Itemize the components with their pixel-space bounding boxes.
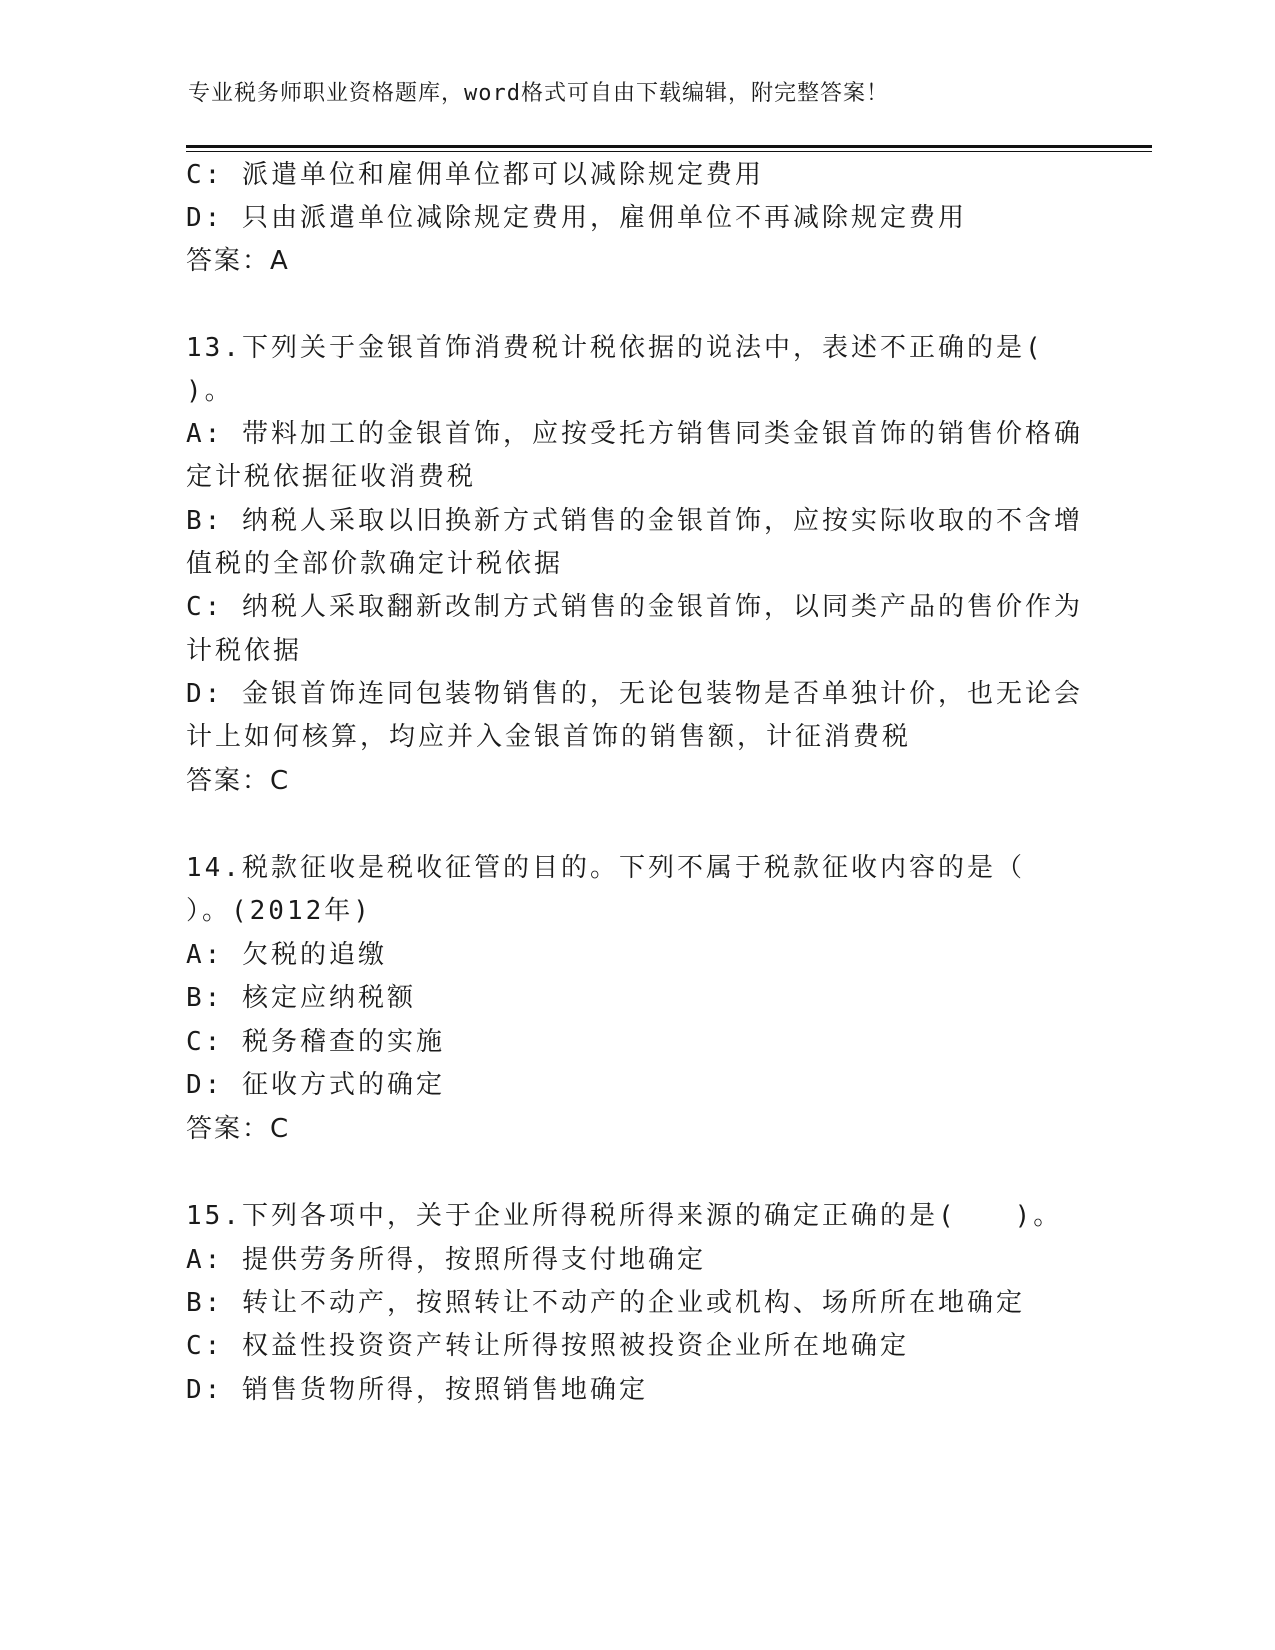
option-a-q14: A: 欠税的追缴: [186, 940, 387, 970]
option-b-q13: B: 纳税人采取以旧换新方式销售的金银首饰，应按实际收取的不含增: [186, 506, 1083, 536]
option-d-q13-cont: 计上如何核算，均应并入金银首饰的销售额，计征消费税: [186, 722, 912, 752]
option-c-q14: C: 税务稽查的实施: [186, 1027, 445, 1057]
option-d-q15: D: 销售货物所得，按照销售地确定: [186, 1375, 648, 1405]
option-a-q15: A: 提供劳务所得，按照所得支付地确定: [186, 1245, 706, 1275]
question-15: 15.下列各项中，关于企业所得税所得来源的确定正确的是( )。: [186, 1201, 1063, 1231]
question-13-cont: )。: [186, 376, 234, 406]
answer-q13: 答案：C: [186, 766, 291, 796]
option-c-q12: C: 派遣单位和雇佣单位都可以减除规定费用: [186, 160, 764, 190]
answer-q12: 答案：A: [186, 246, 290, 276]
question-13: 13.下列关于金银首饰消费税计税依据的说法中，表述不正确的是(: [186, 333, 1044, 363]
header-rule-thick: [186, 145, 1152, 148]
option-d-q12: D: 只由派遣单位减除规定费用，雇佣单位不再减除规定费用: [186, 203, 967, 233]
option-c-q13-cont: 计税依据: [186, 636, 303, 666]
option-a-q13-cont: 定计税依据征收消费税: [186, 462, 477, 492]
option-c-q15: C: 权益性投资资产转让所得按照被投资企业所在地确定: [186, 1331, 909, 1361]
page-header: 专业税务师职业资格题库，word格式可自由下载编辑，附完整答案！: [188, 81, 889, 106]
option-b-q15: B: 转让不动产，按照转让不动产的企业或机构、场所所在地确定: [186, 1288, 1025, 1318]
answer-q14: 答案：C: [186, 1114, 291, 1144]
option-d-q13: D: 金银首饰连同包装物销售的，无论包装物是否单独计价，也无论会: [186, 679, 1083, 709]
option-d-q14: D: 征收方式的确定: [186, 1070, 445, 1100]
header-rule-thin: [186, 151, 1152, 152]
option-c-q13: C: 纳税人采取翻新改制方式销售的金银首饰，以同类产品的售价作为: [186, 592, 1083, 622]
option-b-q14: B: 核定应纳税额: [186, 983, 416, 1013]
question-14-cont: ）。(2012年): [186, 896, 372, 926]
option-a-q13: A: 带料加工的金银首饰，应按受托方销售同类金银首饰的销售价格确: [186, 419, 1083, 449]
option-b-q13-cont: 值税的全部价款确定计税依据: [186, 549, 564, 579]
question-14: 14.税款征收是税收征管的目的。下列不属于税款征收内容的是（: [186, 853, 1025, 883]
